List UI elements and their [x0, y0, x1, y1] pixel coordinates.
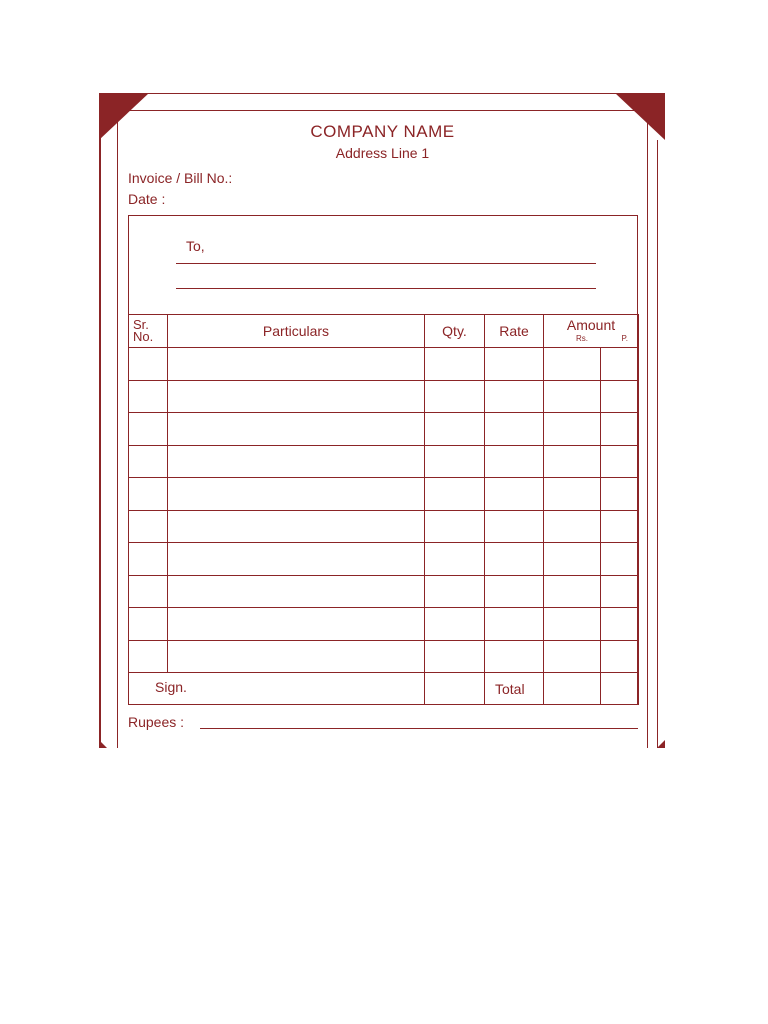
corner-ornament-bottom-left [99, 740, 107, 748]
sr-label-line2: No. [133, 329, 154, 344]
column-header-rate: Rate [485, 315, 544, 348]
cell-qty[interactable] [425, 640, 485, 673]
cell-p[interactable] [601, 640, 639, 673]
cell-rate[interactable] [485, 348, 544, 381]
table-row [129, 640, 639, 673]
cell-rs[interactable] [544, 608, 601, 641]
table-footer-row [129, 673, 639, 705]
items-table [128, 314, 639, 705]
cell-p[interactable] [601, 543, 639, 576]
cell-rate[interactable] [485, 543, 544, 576]
cell-particulars[interactable] [168, 608, 425, 641]
total-p-cell[interactable] [601, 673, 639, 705]
recipient-line-1[interactable] [176, 263, 596, 264]
cell-sr[interactable] [129, 510, 168, 543]
table-row [129, 380, 639, 413]
cell-qty[interactable] [425, 510, 485, 543]
cell-rate[interactable] [485, 380, 544, 413]
table-row [129, 445, 639, 478]
cell-p[interactable] [601, 348, 639, 381]
cell-qty[interactable] [425, 478, 485, 511]
cell-particulars[interactable] [168, 348, 425, 381]
company-name: COMPANY NAME [310, 122, 455, 141]
cell-qty[interactable] [425, 575, 485, 608]
table-row [129, 348, 639, 381]
cell-particulars[interactable] [168, 445, 425, 478]
inner-border-right [647, 110, 648, 748]
cell-rs[interactable] [544, 445, 601, 478]
cell-rate[interactable] [485, 413, 544, 446]
cell-particulars[interactable] [168, 478, 425, 511]
cell-sr[interactable] [129, 608, 168, 641]
invoice-form [99, 93, 664, 747]
cell-particulars[interactable] [168, 510, 425, 543]
table-row [129, 510, 639, 543]
table-row [129, 478, 639, 511]
recipient-label: To, [186, 238, 205, 254]
cell-particulars[interactable] [168, 413, 425, 446]
recipient-line-2[interactable] [176, 288, 596, 289]
cell-p[interactable] [601, 575, 639, 608]
inner-border-left [117, 110, 118, 748]
cell-particulars[interactable] [168, 575, 425, 608]
cell-qty[interactable] [425, 543, 485, 576]
cell-sr[interactable] [129, 413, 168, 446]
column-header-amount [544, 315, 639, 348]
sign-cell[interactable]: Sign. [129, 673, 425, 705]
cell-rate[interactable] [485, 608, 544, 641]
amount-rs-label: Rs. [576, 334, 588, 343]
sr-label-line1: Sr. [133, 317, 149, 332]
table-row [129, 413, 639, 446]
table-row [129, 575, 639, 608]
cell-particulars[interactable] [168, 640, 425, 673]
cell-sr[interactable] [129, 478, 168, 511]
rupees-label: Rupees : [128, 714, 185, 730]
date-label: Date : [128, 191, 166, 207]
table-row [129, 608, 639, 641]
cell-p[interactable] [601, 478, 639, 511]
column-header-sr-no [129, 315, 168, 348]
cell-p[interactable] [601, 380, 639, 413]
cell-rs[interactable] [544, 380, 601, 413]
cell-rate[interactable] [485, 445, 544, 478]
column-header-particulars: Particulars [168, 315, 425, 348]
table-header-row [129, 315, 639, 348]
cell-sr[interactable] [129, 543, 168, 576]
inner-border-top [117, 110, 647, 111]
cell-sr[interactable] [129, 445, 168, 478]
cell-qty[interactable] [425, 608, 485, 641]
table-row [129, 543, 639, 576]
cell-rs[interactable] [544, 348, 601, 381]
company-address: Address Line 1 [335, 145, 430, 161]
cell-rate[interactable] [485, 510, 544, 543]
cell-rs[interactable] [544, 640, 601, 673]
cell-sr[interactable] [129, 348, 168, 381]
cell-particulars[interactable] [168, 543, 425, 576]
corner-ornament-bottom-right [657, 740, 665, 748]
cell-p[interactable] [601, 510, 639, 543]
cell-rate[interactable] [485, 575, 544, 608]
cell-rate[interactable] [485, 640, 544, 673]
cell-qty[interactable] [425, 413, 485, 446]
total-label: Total [485, 673, 544, 705]
column-header-qty: Qty. [425, 315, 485, 348]
cell-qty-footer [425, 673, 485, 705]
total-rs-cell[interactable] [544, 673, 601, 705]
cell-sr[interactable] [129, 640, 168, 673]
cell-qty[interactable] [425, 348, 485, 381]
outer-border-right [657, 140, 658, 748]
cell-rs[interactable] [544, 478, 601, 511]
cell-sr[interactable] [129, 575, 168, 608]
cell-rs[interactable] [544, 510, 601, 543]
cell-rs[interactable] [544, 413, 601, 446]
cell-sr[interactable] [129, 380, 168, 413]
cell-p[interactable] [601, 608, 639, 641]
cell-p[interactable] [601, 445, 639, 478]
bill-box [128, 215, 638, 705]
cell-qty[interactable] [425, 380, 485, 413]
cell-rs[interactable] [544, 543, 601, 576]
rupees-in-words-line[interactable] [200, 728, 638, 729]
cell-p[interactable] [601, 413, 639, 446]
cell-rs[interactable] [544, 575, 601, 608]
cell-particulars[interactable] [168, 380, 425, 413]
cell-qty[interactable] [425, 445, 485, 478]
amount-p-label: P. [621, 334, 628, 343]
cell-rate[interactable] [485, 478, 544, 511]
invoice-number-label: Invoice / Bill No.: [128, 170, 233, 186]
amount-label: Amount [566, 317, 616, 333]
